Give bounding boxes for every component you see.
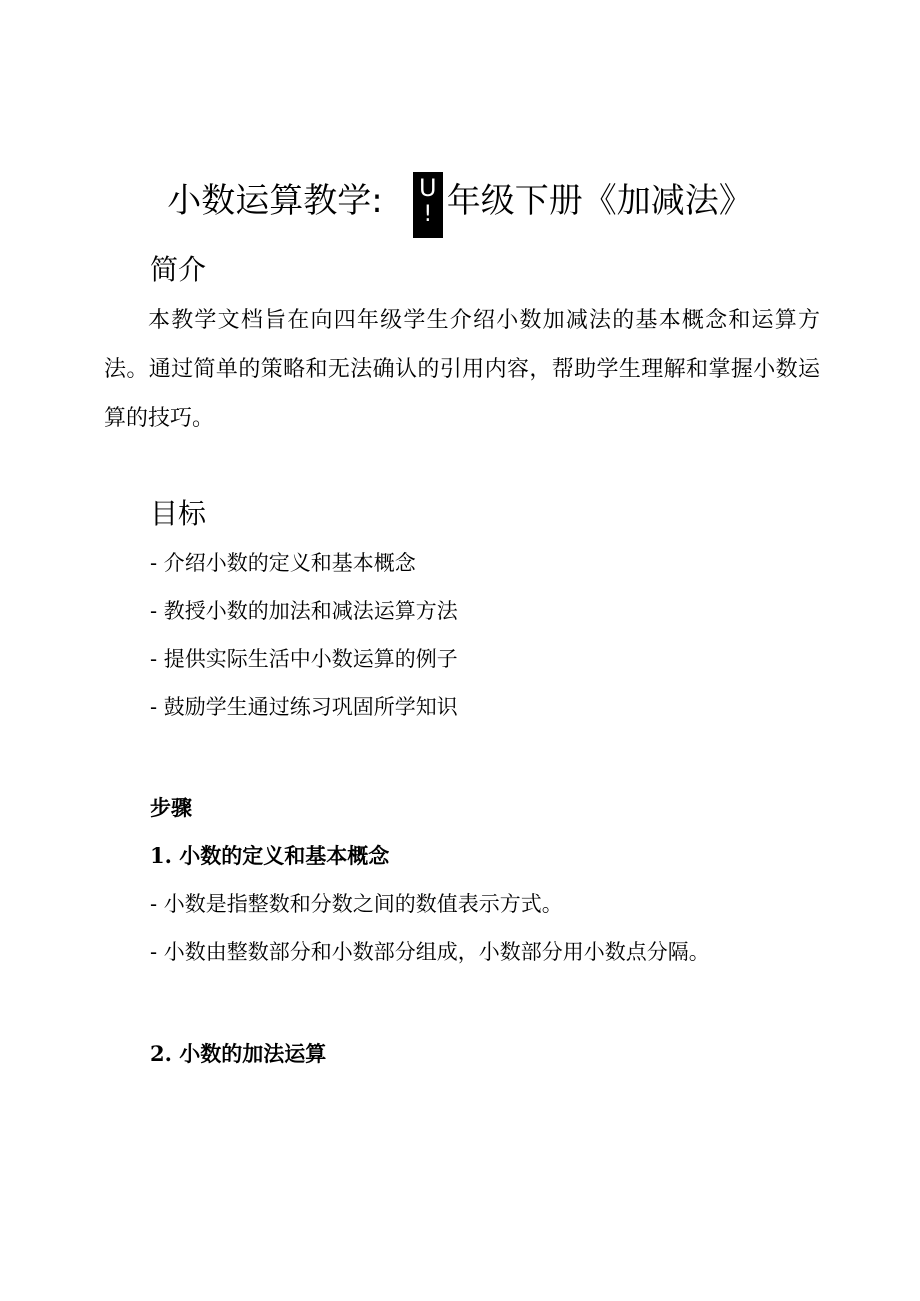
goal-item: - 教授小数的加法和减法运算方法 <box>150 599 458 623</box>
goal-item: - 提供实际生活中小数运算的例子 <box>150 647 458 671</box>
title-badge <box>413 172 443 238</box>
step1-item: - 小数由整数部分和小数部分组成，小数部分用小数点分隔。 <box>150 940 710 964</box>
title-text-part2: 年级下册《加减法》 <box>446 181 753 221</box>
intro-paragraph: 本教学文档旨在向四年级学生介绍小数加减法的基本概念和运算方法。通过简单的策略和无法确认的引用内容，帮助学生理解和掌握小数运算的技巧。 <box>104 308 820 431</box>
intro-heading: 简介 <box>150 253 207 286</box>
title-badge-top: U <box>418 174 437 202</box>
steps-heading: 步骤 <box>150 795 192 820</box>
step2-title: 2. 小数的加法运算 <box>150 1041 327 1066</box>
step1-item: - 小数是指整数和分数之间的数值表示方式。 <box>150 892 563 916</box>
goal-item: - 介绍小数的定义和基本概念 <box>150 551 416 575</box>
step1-title: 1. 小数的定义和基本概念 <box>150 843 390 868</box>
goal-item: - 鼓励学生通过练习巩固所学知识 <box>150 695 458 719</box>
title-text-part1: 小数运算教学: <box>167 181 383 221</box>
goals-heading: 目标 <box>150 497 207 530</box>
document-title <box>0 172 920 238</box>
title-badge-bottom: ! <box>423 202 433 227</box>
